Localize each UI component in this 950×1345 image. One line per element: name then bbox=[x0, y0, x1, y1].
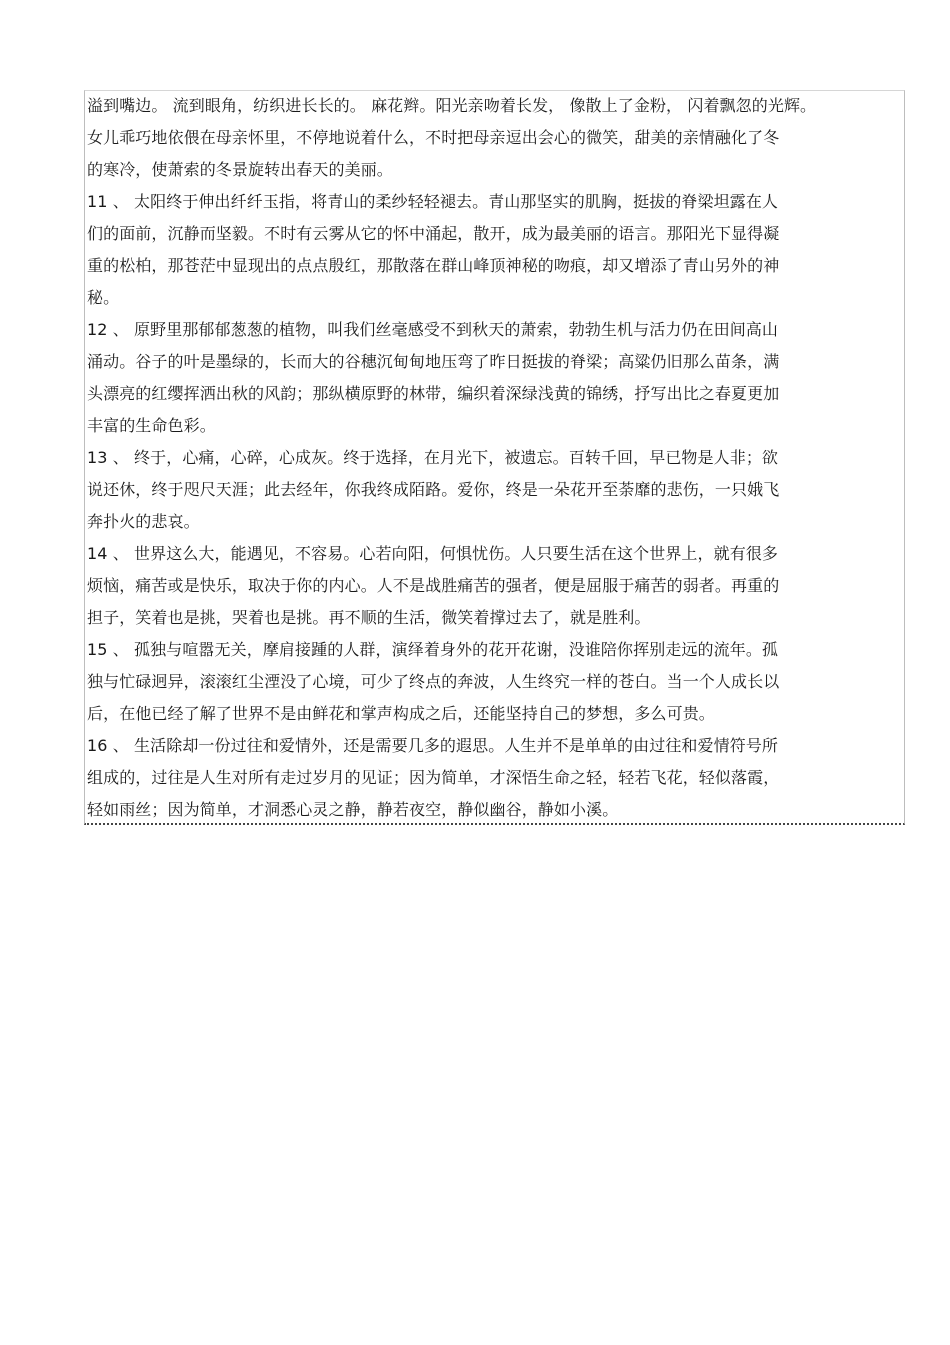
text-line: 们的面前，沉静而坚毅。不时有云雾从它的怀中涌起，散开，成为最美丽的语言。那阳光下显得凝 bbox=[87, 224, 780, 243]
text-line: 重的松柏，那苍茫中显现出的点点殷红，那散落在群山峰顶神秘的吻痕，却又增添了青山另外的神 bbox=[87, 256, 780, 275]
text-line: 担子，笑着也是挑，哭着也是挑。再不顺的生活，微笑着撑过去了，就是胜利。 bbox=[87, 608, 651, 627]
text-line: 独与忙碌迥异，滚滚红尘湮没了心境，可少了终点的奔波，人生终究一样的苍白。当一个人成长以 bbox=[87, 672, 780, 691]
text-line: 14 、 世界这么大，能遇见，不容易。心若向阳，何惧忧伤。人只要生活在这个世界上，就有很多 bbox=[87, 544, 779, 563]
text-line: 轻如雨丝；因为简单，才洞悉心灵之静，静若夜空，静似幽谷，静如小溪。 bbox=[87, 800, 619, 819]
text-line: 头漂亮的红缨挥洒出秋的风韵；那纵横原野的林带，编织着深绿浅黄的锦绣，抒写出比之春夏更加 bbox=[87, 384, 780, 403]
text-line: 丰富的生命色彩。 bbox=[87, 416, 216, 435]
text-line: 溢到嘴边。 流到眼角，纺织进长长的。 麻花辫。阳光亲吻着长发， 像散上了金粉， 闪着飘忽的光辉。 bbox=[87, 96, 817, 115]
text-line: 女儿乖巧地依偎在母亲怀里，不停地说着什么，不时把母亲逗出会心的微笑，甜美的亲情融化了冬 bbox=[87, 128, 780, 147]
text-line: 16 、 生活除却一份过往和爱情外，还是需要几多的遐思。人生并不是单单的由过往和爱情符号所 bbox=[87, 736, 779, 755]
text-line: 15 、 孤独与喧嚣无关，摩肩接踵的人群，演绎着身外的花开花谢，没谁陪你挥别走远的流年。孤 bbox=[87, 640, 779, 659]
text-line: 涌动。谷子的叶是墨绿的，长而大的谷穗沉甸甸地压弯了昨日挺拔的脊梁；高粱仍旧那么苗条，满 bbox=[87, 352, 780, 371]
text-line: 秘。 bbox=[87, 288, 120, 307]
text-line: 说还休，终于咫尺天涯；此去经年，你我终成陌路。爱你，终是一朵花开至荼靡的悲伤，一只娥飞 bbox=[87, 480, 780, 499]
text-line: 烦恼，痛苦或是快乐，取决于你的内心。人不是战胜痛苦的强者，便是屈服于痛苦的弱者。再重的 bbox=[87, 576, 780, 595]
text-line: 11 、 太阳终于伸出纤纤玉指，将青山的柔纱轻轻褪去。青山那坚实的肌胸，挺拔的脊梁坦露在人 bbox=[87, 192, 779, 211]
text-line: 组成的，过往是人生对所有走过岁月的见证；因为简单，才深悟生命之轻，轻若飞花，轻似落霞， bbox=[87, 768, 780, 787]
text-line: 奔扑火的悲哀。 bbox=[87, 512, 200, 531]
document-text-box bbox=[84, 90, 905, 825]
text-line: 13 、 终于，心痛，心碎，心成灰。终于选择，在月光下，被遗忘。百转千回，早已物是人非；欲 bbox=[87, 448, 779, 467]
text-line: 的寒冷，使萧索的冬景旋转出春天的美丽。 bbox=[87, 160, 393, 179]
text-line: 后，在他已经了解了世界不是由鲜花和掌声构成之后，还能坚持自己的梦想，多么可贵。 bbox=[87, 704, 715, 723]
text-line: 12 、 原野里那郁郁葱葱的植物，叫我们丝毫感受不到秋天的萧索，勃勃生机与活力仍在田间高山 bbox=[87, 320, 779, 339]
